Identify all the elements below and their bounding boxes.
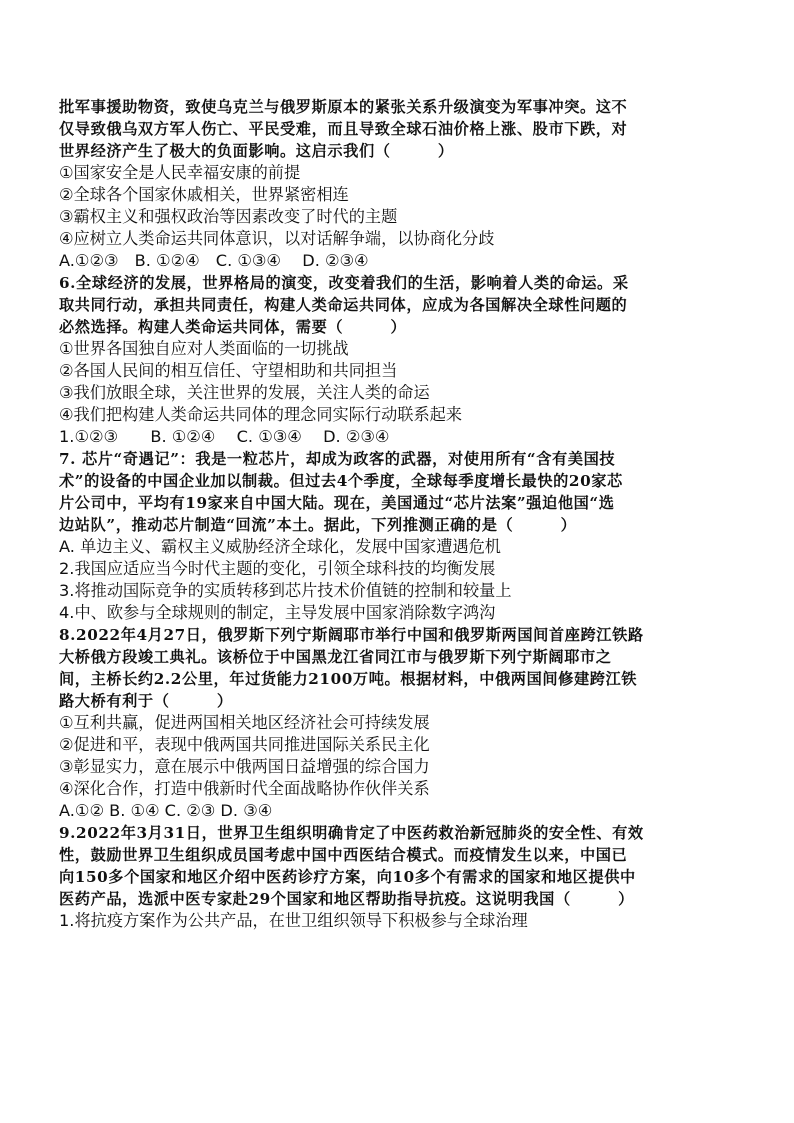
text-line: 片公司中，平均有19家来自中国大陆。现在，美国通过“芯片法案”强迫他国“选 xyxy=(59,494,615,512)
text-line: 1.将抗疫方案作为公共产品，在世卫组织领导下积极参与全球治理 xyxy=(59,911,528,930)
text-line: 2.我国应适应当今时代主题的变化，引领全球科技的均衡发展 xyxy=(59,559,496,578)
text-line: ③我们放眼全球，关注世界的发展，关注人类的命运 xyxy=(59,383,430,402)
text-line: 3.将推动国际竞争的实质转移到芯片技术价值链的控制和较量上 xyxy=(59,581,512,600)
text-line: ②全球各个国家休戚相关，世界紧密相连 xyxy=(59,185,349,204)
text-line: 世界经济产生了极大的负面影响。这启示我们（ ） xyxy=(59,142,454,160)
text-line: ①世界各国独自应对人类面临的一切挑战 xyxy=(59,339,349,358)
text-line: ②促进和平，表现中俄两国共同推进国际关系民主化 xyxy=(59,735,430,754)
text-line: ④深化合作，打造中俄新时代全面战略协作伙伴关系 xyxy=(59,779,430,798)
text-line: ①国家安全是人民幸福安康的前提 xyxy=(59,163,301,182)
text-line: A.①② B. ①④ C. ②③ D. ③④ xyxy=(59,801,273,820)
text-line: 大桥俄方段竣工典礼。该桥位于中国黑龙江省同江市与俄罗斯下列宁斯阔耶市之 xyxy=(59,648,612,666)
text-line: 4.中、欧参与全球规则的制定，主导发展中国家消除数字鸿沟 xyxy=(59,603,496,622)
text-line: 9.2022年3月31日，世界卫生组织明确肯定了中医药救治新冠肺炎的安全性、有效 xyxy=(59,824,644,842)
text-line: 边站队”，推动芯片制造“回流”本土。据此，下列推测正确的是（ ） xyxy=(59,516,577,534)
text-line: 路大桥有利于（ ） xyxy=(59,692,233,710)
text-line: A.①②③ B. ①②④ C. ①③④ D. ②③④ xyxy=(59,251,369,270)
text-line: 向150多个国家和地区介绍中医药诊疗方案，向10多个有需求的国家和地区提供中 xyxy=(59,868,636,886)
text-line: 间，主桥长约2.2公里，年过货能力2100万吨。根据材料，中俄两国间修建跨江铁 xyxy=(59,670,638,688)
text-line: A. 单边主义、霸权主义威胁经济全球化，发展中国家遭遇危机 xyxy=(59,537,501,556)
text-line: ④应树立人类命运共同体意识，以对话解争端，以协商化分歧 xyxy=(59,229,495,248)
text-line: 7. 芯片“奇遇记”：我是一粒芯片，却成为政客的武器，对使用所有“含有美国技 xyxy=(59,450,616,468)
text-line: 医药产品，选派中医专家赴29个国家和地区帮助指导抗疫。这说明我国（ ） xyxy=(59,890,634,908)
text-line: 仅导致俄乌双方军人伤亡、平民受难，而且导致全球石油价格上涨、股市下跌，对 xyxy=(59,120,628,138)
document-page xyxy=(59,96,739,932)
text-line: ③霸权主义和强权政治等因素改变了时代的主题 xyxy=(59,207,398,226)
text-line: ②各国人民间的相互信任、守望相助和共同担当 xyxy=(59,361,398,380)
text-line: ③彰显实力，意在展示中俄两国日益增强的综合国力 xyxy=(59,757,430,776)
text-line: ④我们把构建人类命运共同体的理念同实际行动联系起来 xyxy=(59,405,463,424)
text-line: 6.全球经济的发展，世界格局的演变，改变着我们的生活，影响着人类的命运。采 xyxy=(59,274,629,292)
text-line: 必然选择。构建人类命运共同体，需要（ ） xyxy=(59,318,407,336)
text-line: 8.2022年4月27日，俄罗斯下列宁斯阔耶市举行中国和俄罗斯两国间首座跨江铁路 xyxy=(59,626,644,644)
text-line: ①互利共赢，促进两国相关地区经济社会可持续发展 xyxy=(59,713,430,732)
text-line: 1.①②③ B. ①②④ C. ①③④ D. ②③④ xyxy=(59,427,390,446)
text-line: 批军事援助物资，致使乌克兰与俄罗斯原本的紧张关系升级演变为军事冲突。这不 xyxy=(59,98,628,116)
text-line: 术”的设备的中国企业加以制裁。但过去4个季度，全球每季度增长最快的20家芯 xyxy=(59,472,623,490)
text-line: 性，鼓励世界卫生组织成员国考虑中国中西医结合模式。而疫情发生以来，中国已 xyxy=(59,846,628,864)
text-line: 取共同行动，承担共同责任，构建人类命运共同体，应成为各国解决全球性问题的 xyxy=(59,296,628,314)
